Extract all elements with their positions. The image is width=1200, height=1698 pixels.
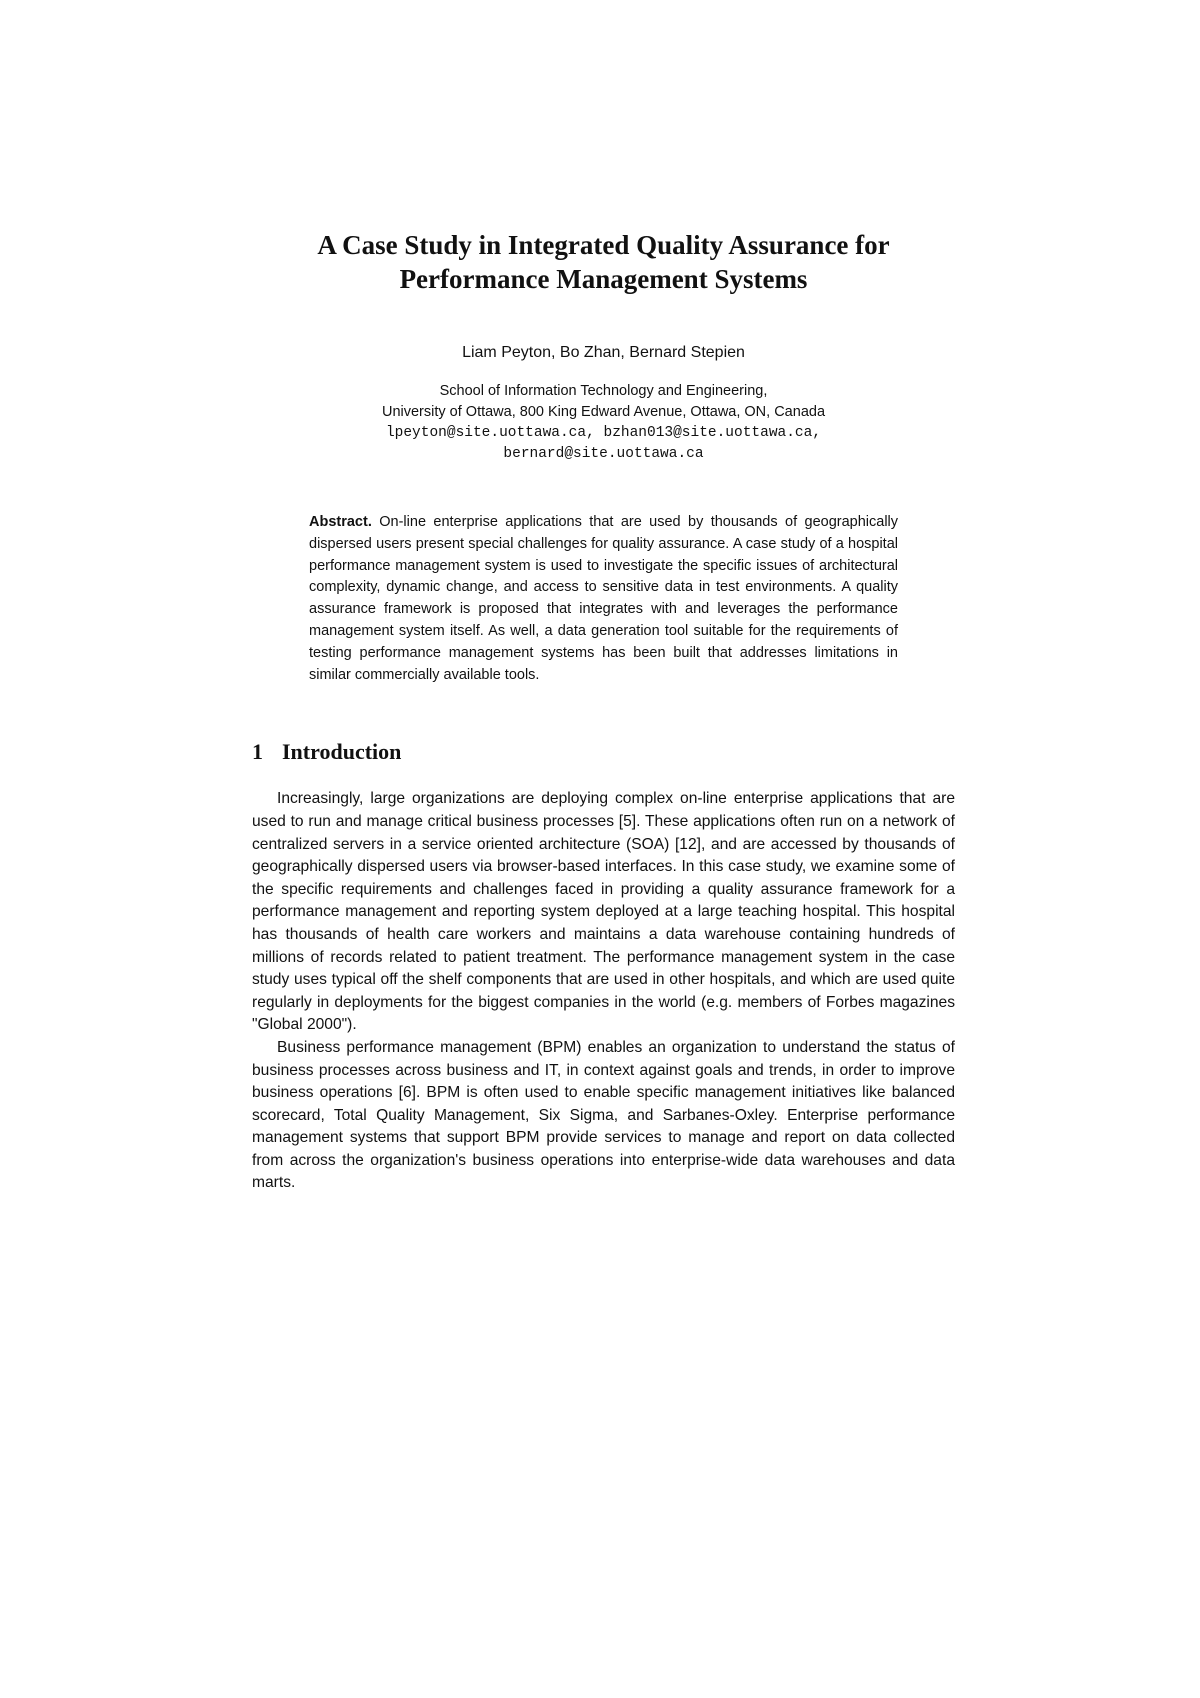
affiliation-line-1: School of Information Technology and Engineering, bbox=[439, 383, 768, 399]
title-line-1: A Case Study in Integrated Quality Assurance for bbox=[317, 230, 890, 260]
author-list: Liam Peyton, Bo Zhan, Bernard Stepien bbox=[462, 344, 745, 361]
paper-title bbox=[252, 228, 955, 296]
email-addresses bbox=[252, 423, 955, 465]
intro-paragraph-1: Increasingly, large organizations are deploying complex on-line enterprise applications that are used to run and manage critical business processes [5]. These applications often run on a network of centralized servers in a service oriented architecture (SOA) [12], and are accessed by thousands of geographically dispersed users via browser-based interfaces. In this case study, we examine some of the specific requirements and challenges faced in providing a quality assurance framework for a performance management and reporting system deployed at a large teaching hospital. This hospital has thousands of health care workers and maintains a data warehouse containing hundreds of millions of records related to patient treatment. The performance management system in the case study uses typical off the shelf components that are used in other hospitals, and which are used quite regularly in deployments for the biggest companies in the world (e.g. members of Forbes magazines "Global 2000"). bbox=[252, 790, 955, 1034]
abstract bbox=[309, 512, 898, 686]
email-line-2: bernard@site.uottawa.ca bbox=[503, 446, 704, 462]
affiliation-line-2: University of Ottawa, 800 King Edward Avenue, Ottawa, ON, Canada bbox=[381, 404, 826, 420]
section-heading-introduction bbox=[252, 738, 955, 766]
paper-page bbox=[252, 228, 955, 1195]
abstract-text: On-line enterprise applications that are used by thousands of geographically dispersed users present special challenges for quality assurance. A case study of a hospital performance management system is used to investigate the specific issues of architectural complexity, dynamic change, and access to sensitive data in test environments. A quality assurance framework is proposed that integrates with and leverages the performance management system itself. As well, a data generation tool suitable for the requirements of testing performance management systems has been built that addresses limitations in similar commercially available tools. bbox=[309, 514, 899, 683]
section-title: Introduction bbox=[282, 739, 402, 765]
title-line-2: Performance Management Systems bbox=[399, 264, 808, 294]
affiliation bbox=[252, 381, 955, 423]
email-line-1: lpeyton@site.uottawa.ca, bzhan013@site.uottawa.ca, bbox=[385, 425, 822, 441]
section-number: 1 bbox=[252, 739, 263, 765]
intro-paragraph-2: Business performance management (BPM) enables an organization to understand the status of business processes across business and IT, in context against goals and trends, in order to improve business operations [6]. BPM is often used to enable specific management initiatives like balanced scorecard, Total Quality Management, Six Sigma, and Sarbanes-Oxley. Enterprise performance management systems that support BPM provide services to manage and report on data collected from across the organization's business operations into enterprise-wide data warehouses and data marts. bbox=[252, 1038, 955, 1192]
abstract-label: Abstract. bbox=[309, 514, 372, 530]
